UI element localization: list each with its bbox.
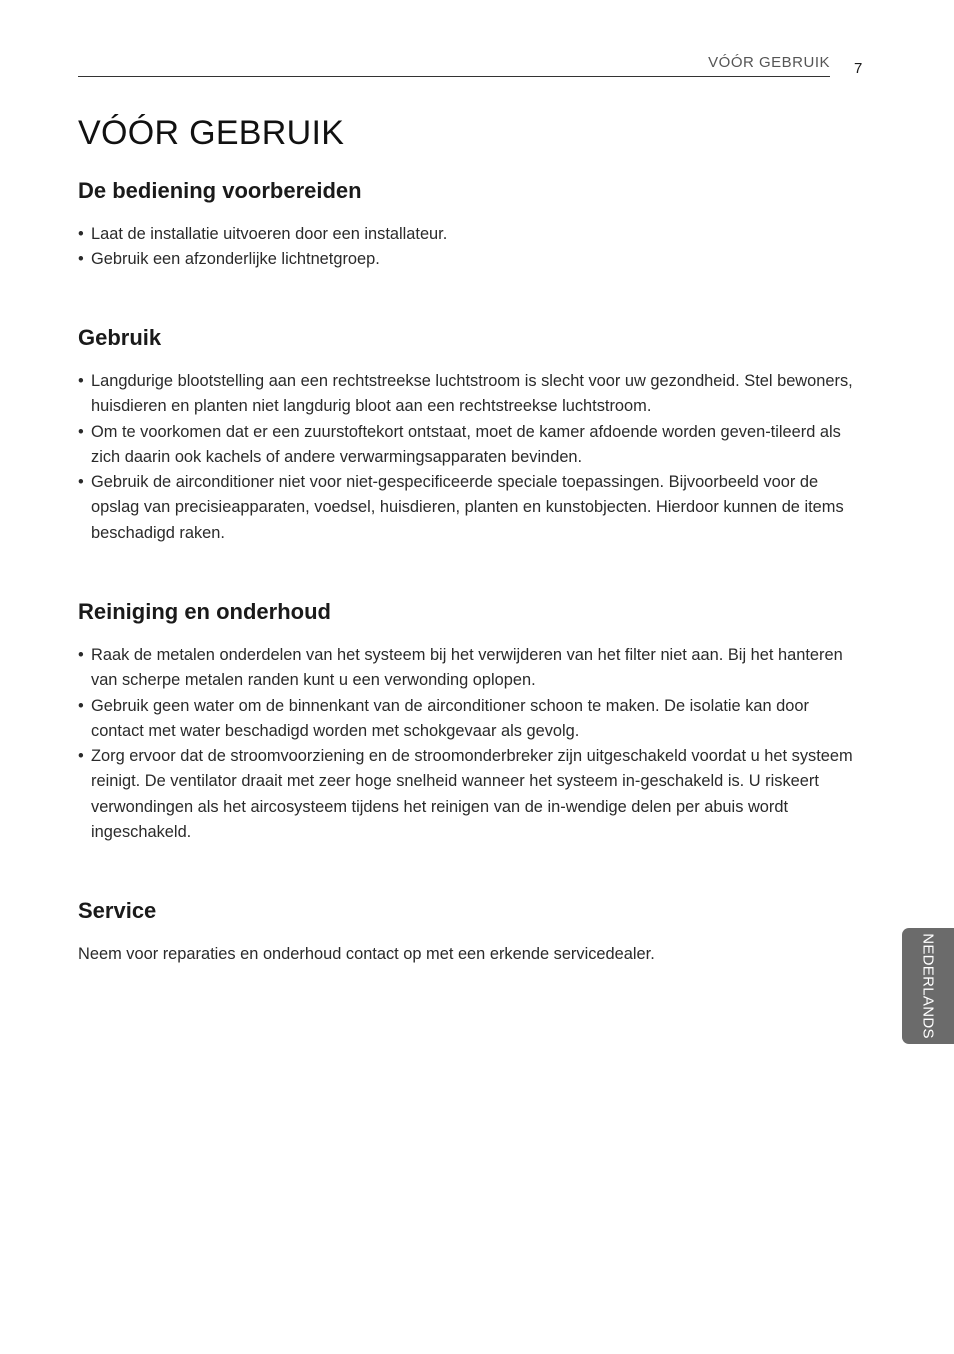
- list-item: [78, 643, 863, 694]
- list-item-text: Langdurige blootstelling aan een rechtstreekse luchtstroom is slecht voor uw gezondheid. Stel bewoners, huisdieren en planten niet langdurig bloot aan een rechtstreekse luchtstroom.: [91, 372, 853, 416]
- bullet-icon: •: [78, 473, 84, 492]
- bullet-icon: •: [78, 372, 84, 390]
- bullet-icon: •: [78, 250, 84, 269]
- bullet-icon: •: [78, 696, 84, 715]
- bullet-icon: •: [78, 225, 84, 243]
- section-prepare-operation: [78, 178, 863, 273]
- language-side-tab: [902, 928, 954, 1044]
- bullet-icon: •: [78, 422, 84, 441]
- section-usage: [78, 325, 863, 546]
- list-item-text: Gebruik een afzonderlijke lichtnetgroep.: [91, 250, 380, 269]
- section-paragraph: Neem voor reparaties en onderhoud contact op met een erkende servicedealer.: [78, 945, 655, 963]
- page-title: VÓÓR GEBRUIK: [78, 114, 345, 152]
- list-item-text: Raak de metalen onderdelen van het systeem bij het verwijderen van het filter niet aan. Bij het hanteren van scherpe metalen randen kunt u een verwonding oplopen.: [91, 646, 843, 690]
- list-item-text: Gebruik geen water om de binnenkant van de airconditioner schoon te maken. De isolatie kan door contact met water beschadigd worden met schokgevaar als gevolg.: [91, 696, 809, 740]
- bullet-list: [78, 369, 863, 546]
- list-item-text: Zorg ervoor dat de stroomvoorziening en de stroomonderbreker zijn uitgeschakeld voordat u het systeem reinigt. De ventilator draait met zeer hoge snelheid wanneer het systeem in-geschakeld is. U riskeert verwondingen als het aircosysteem tijdens het reinigen van de in-wendige delen per abuis wordt ingeschakeld.: [91, 747, 853, 842]
- section-heading: Gebruik: [78, 325, 162, 350]
- section-heading: Service: [78, 898, 157, 923]
- list-item-text: Om te voorkomen dat er een zuurstoftekort ontstaat, moet de kamer afdoende worden geven-tileerd als zich daarin ook kachels of andere verwarmingsapparaten bevinden.: [91, 422, 841, 466]
- page-number: 7: [854, 60, 863, 77]
- section-heading: Reiniging en onderhoud: [78, 599, 331, 624]
- list-item: [78, 694, 863, 745]
- section-service: [78, 898, 863, 967]
- list-item: [78, 369, 863, 420]
- bullet-icon: •: [78, 646, 84, 664]
- bullet-list: [78, 643, 863, 845]
- running-header: [78, 52, 830, 77]
- bullet-list: [78, 222, 863, 273]
- list-item: [78, 247, 863, 272]
- bullet-icon: •: [78, 747, 84, 766]
- list-item: [78, 744, 863, 845]
- list-item-text: Laat de installatie uitvoeren door een installateur.: [91, 225, 448, 243]
- language-side-tab-label: NEDERLANDS: [919, 933, 937, 1039]
- list-item: [78, 420, 863, 471]
- section-heading: De bediening voorbereiden: [78, 178, 362, 203]
- list-item-text: Gebruik de airconditioner niet voor niet-gespecificeerde speciale toepassingen. Bijvoorbeeld voor de opslag van precisieapparaten, voedsel, huisdieren, planten en kunstobjecten. Hierdoor kunnen de items beschadigd raken.: [91, 473, 844, 542]
- list-item: [78, 470, 863, 546]
- section-cleaning-maintenance: [78, 599, 863, 845]
- list-item: [78, 222, 863, 247]
- running-header-title: VÓÓR GEBRUIK: [708, 54, 830, 71]
